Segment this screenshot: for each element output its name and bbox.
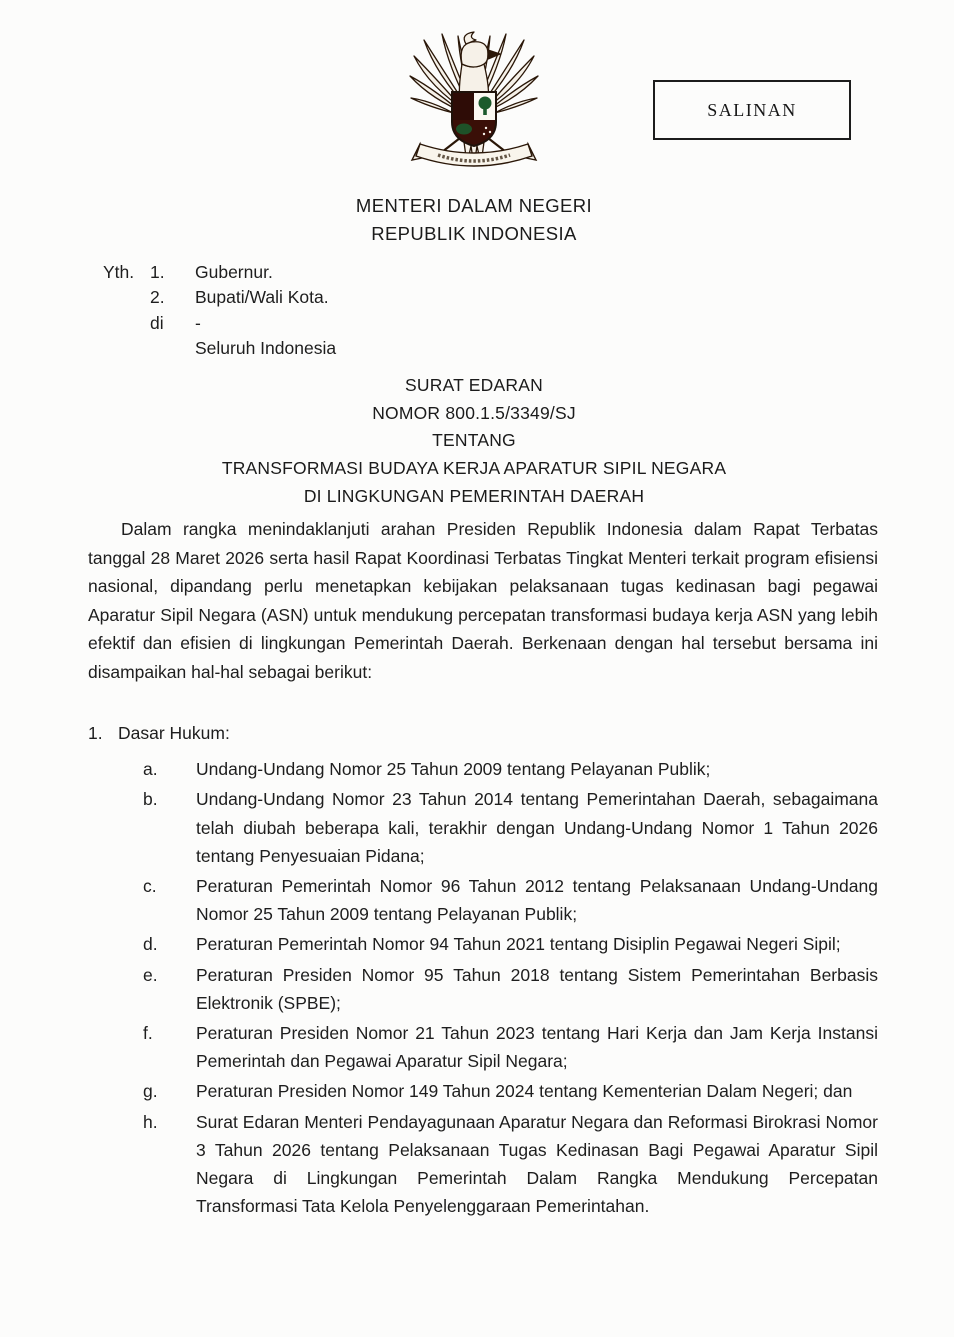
addressee-row bbox=[103, 260, 336, 285]
legal-item bbox=[143, 872, 878, 928]
legal-item-letter: b. bbox=[143, 789, 158, 810]
recipient-name: Gubernur. bbox=[195, 262, 273, 282]
section-heading: Dasar Hukum: bbox=[118, 723, 230, 743]
legal-item bbox=[143, 755, 878, 783]
title-subject-line1: TRANSFORMASI BUDAYA KERJA APARATUR SIPIL NEGARA bbox=[221, 458, 727, 479]
legal-item-text: Peraturan Pemerintah Nomor 96 Tahun 2012 tentang Pelaksanaan Undang-Undang Nomor 25 Tahun 2009 tentang Pelayanan Publik; bbox=[196, 876, 878, 925]
title-subject-line2: DI LINGKUNGAN PEMERINTAH DAERAH bbox=[303, 485, 645, 506]
title-doc-type: SURAT EDARAN bbox=[405, 375, 543, 395]
salinan-label: SALINAN bbox=[707, 99, 797, 120]
letterhead bbox=[0, 192, 948, 248]
legal-item-text: Undang-Undang Nomor 23 Tahun 2014 tentang Pemerintahan Daerah, sebagaimana telah diubah beberapa kali, terakhir dengan Undang-Undang Nomor 1 Tahun 2026 tentang Penyesuaian Pidana; bbox=[196, 789, 878, 866]
legal-item-text: Peraturan Presiden Nomor 95 Tahun 2018 tentang Sistem Pemerintahan Berbasis Elektronik (SPBE); bbox=[196, 964, 878, 1013]
country-name: REPUBLIK INDONESIA bbox=[371, 223, 577, 244]
legal-item bbox=[143, 961, 878, 1017]
salutation-label: Yth. bbox=[103, 262, 135, 282]
garuda-pancasila-emblem bbox=[408, 30, 540, 170]
legal-item-letter: e. bbox=[143, 964, 158, 985]
legal-item bbox=[143, 1108, 878, 1221]
legal-item-letter: a. bbox=[143, 759, 158, 780]
legal-item-letter: f. bbox=[143, 1023, 153, 1044]
place-dash: - bbox=[195, 312, 201, 333]
legal-item-letter: g. bbox=[143, 1081, 158, 1102]
addressee-row bbox=[103, 285, 336, 310]
recipient-number: 1. bbox=[150, 262, 165, 282]
section-heading-row bbox=[88, 719, 878, 747]
section-number: 1. bbox=[88, 723, 103, 743]
legal-item-letter: h. bbox=[143, 1111, 158, 1132]
recipient-number: 2. bbox=[150, 287, 165, 308]
addressee-row bbox=[103, 311, 336, 336]
legal-item bbox=[143, 930, 878, 958]
legal-item-text: Surat Edaran Menteri Pendayagunaan Aparatur Negara dan Reformasi Birokrasi Nomor 3 Tahun 2026 tentang Pelaksanaan Tugas Kedinasan Bagi Pegawai Aparatur Sipil Negara di Lingkungan Pemerintah Dalam Rangka Mendukung Percepatan Transformasi Tata Kelola Penyelenggaraan Pemerintahan. bbox=[196, 1111, 878, 1217]
addressee-row bbox=[103, 336, 336, 361]
legal-item-text: Peraturan Presiden Nomor 21 Tahun 2023 tentang Hari Kerja dan Jam Kerja Instansi Pemerintah dan Pegawai Aparatur Sipil Negara; bbox=[196, 1023, 878, 1072]
legal-item bbox=[143, 785, 878, 870]
salinan-stamp bbox=[653, 80, 851, 140]
addressee-region: Seluruh Indonesia bbox=[195, 337, 337, 358]
addressee-block bbox=[103, 260, 336, 361]
legal-item-letter: d. bbox=[143, 934, 158, 955]
title-number: NOMOR 800.1.5/3349/SJ bbox=[372, 402, 576, 423]
title-about-label: TENTANG bbox=[432, 430, 516, 451]
section-dasar-hukum bbox=[88, 719, 878, 1220]
recipient-name: Bupati/Wali Kota. bbox=[195, 287, 329, 308]
legal-item-text: Peraturan Pemerintah Nomor 94 Tahun 2021 tentang Disiplin Pegawai Negeri Sipil; bbox=[196, 934, 841, 955]
opening-paragraph: Dalam rangka menindaklanjuti arahan Presiden Republik Indonesia dalam Rapat Terbatas tanggal 28 Maret 2026 serta hasil Rapat Koordinasi Terbatas Tingkat Menteri terkait program efisiensi nasional, dipandang perlu menetapkan kebijakan pelaksanaan tugas kedinasan bagi pegawai Aparatur Sipil Negara (ASN) untuk mendukung percepatan transformasi budaya kerja ASN yang lebih efektif dan efisien di lingkungan Pemerintah Daerah. Berkenaan dengan hal tersebut bersama ini disampaikan hal-hal sebagai berikut: bbox=[88, 519, 878, 682]
place-label: di bbox=[150, 312, 164, 333]
legal-item-text: Peraturan Presiden Nomor 149 Tahun 2024 tentang Kementerian Dalam Negeri; dan bbox=[196, 1081, 853, 1102]
document-title bbox=[0, 372, 948, 511]
legal-item-letter: c. bbox=[143, 876, 157, 897]
legal-item-text: Undang-Undang Nomor 25 Tahun 2009 tentang Pelayanan Publik; bbox=[196, 759, 711, 780]
legal-item bbox=[143, 1019, 878, 1075]
legal-item bbox=[143, 1077, 878, 1105]
ministry-name: MENTERI DALAM NEGERI bbox=[355, 195, 593, 216]
